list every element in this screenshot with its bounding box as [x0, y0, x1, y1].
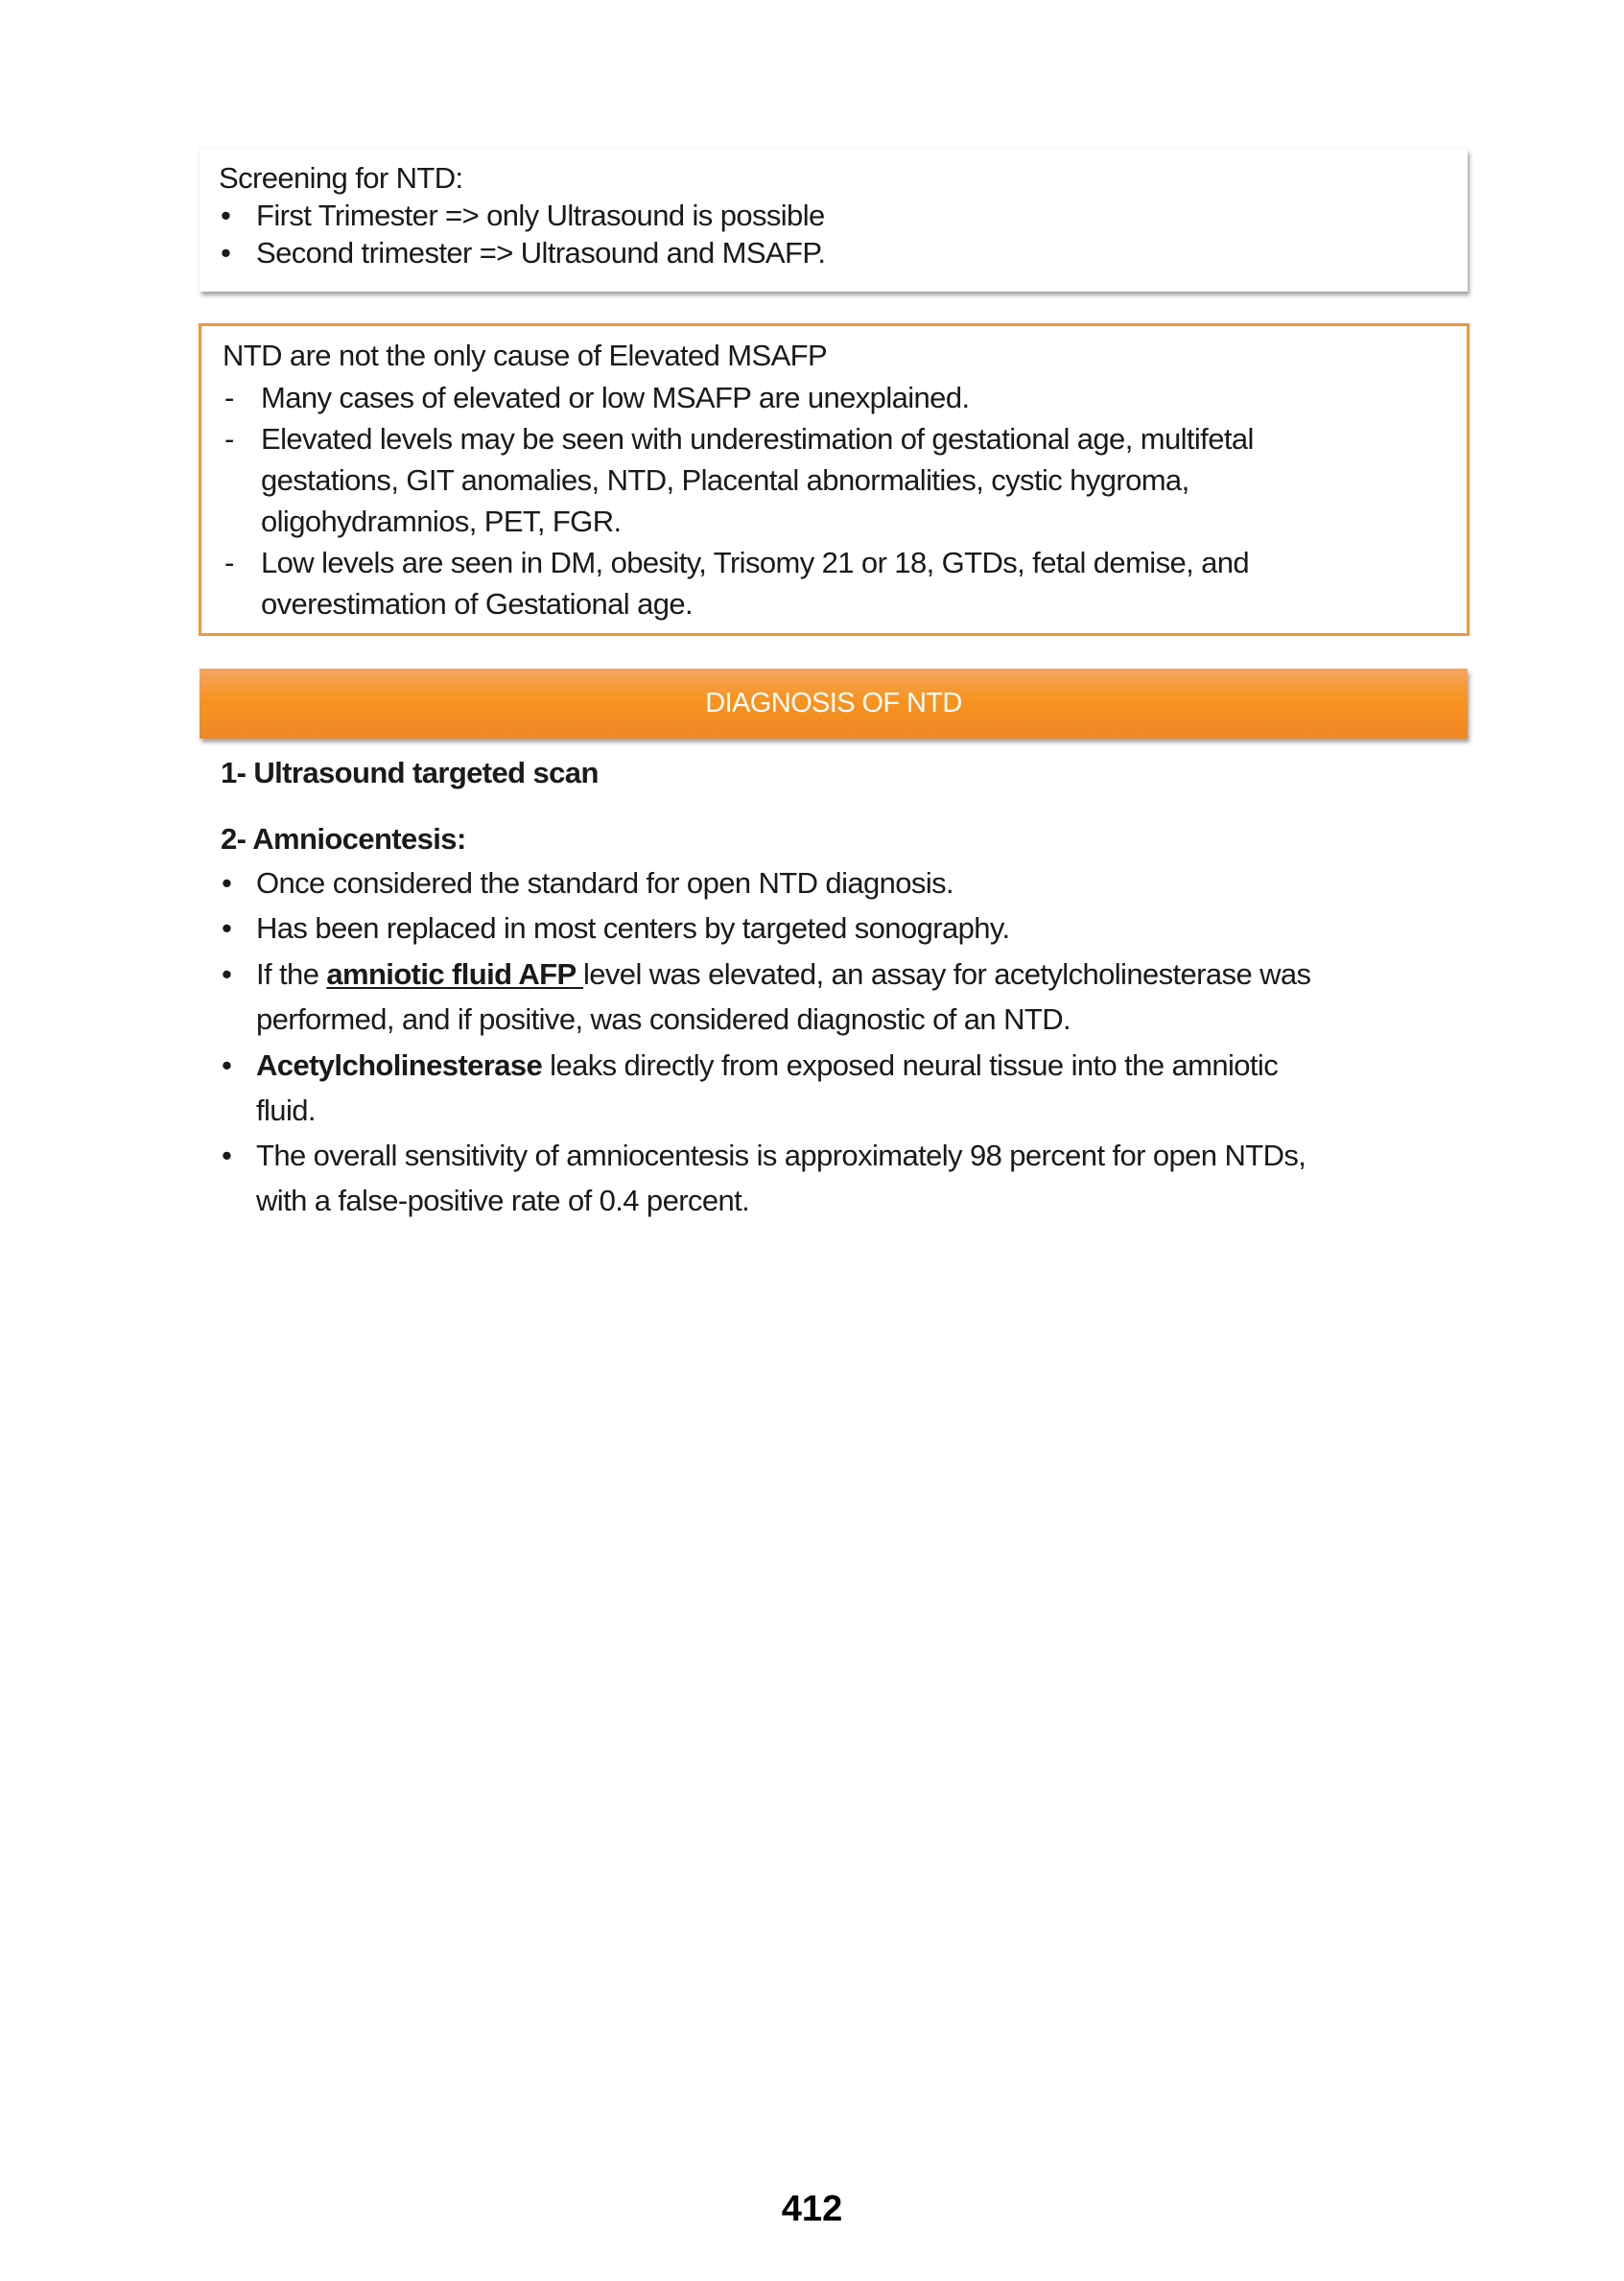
diagnosis-item-ache-line-2: fluid.	[256, 1093, 316, 1127]
bullet-icon: •	[222, 911, 232, 945]
bullet-icon: •	[221, 199, 231, 232]
banner-title: DIAGNOSIS OF NTD	[705, 688, 962, 718]
causes-item-low-line-1: Low levels are seen in DM, obesity, Trisomy 21 or 18, GTDs, fetal demise, and	[261, 546, 1250, 579]
causes-item-low-line-2: overestimation of Gestational age.	[261, 587, 694, 621]
page-number: 412	[781, 2189, 843, 2229]
causes-item-unexplained: Many cases of elevated or low MSAFP are unexplained.	[261, 381, 970, 414]
bullet-icon: •	[222, 866, 232, 900]
ache-suffix: leaks directly from exposed neural tissue into the amniotic	[542, 1048, 1279, 1082]
diagnosis-item-ache-line-1	[256, 1050, 1278, 1080]
diagnosis-heading-ultrasound: 1- Ultrasound targeted scan	[221, 756, 599, 789]
screening-item-first-trimester: First Trimester => only Ultrasound is possible	[256, 199, 825, 232]
bullet-icon: •	[222, 1048, 232, 1082]
diagnosis-item-sensitivity-line-2: with a false-positive rate of 0.4 percent.	[256, 1184, 750, 1217]
dash-marker: -	[224, 381, 235, 414]
dash-marker: -	[224, 546, 235, 579]
causes-title: NTD are not the only cause of Elevated MSAFP	[223, 339, 828, 372]
screening-item-second-trimester: Second trimester => Ultrasound and MSAFP.	[256, 236, 826, 270]
afp-prefix: If the	[256, 957, 327, 991]
afp-emphasis: amniotic fluid AFP	[326, 957, 583, 991]
dash-marker: -	[224, 422, 235, 456]
diagnosis-item-afp-line-2: performed, and if positive, was considered diagnostic of an NTD.	[256, 1002, 1071, 1036]
screening-title: Screening for NTD:	[219, 161, 463, 195]
causes-item-elevated-line-1: Elevated levels may be seen with underestimation of gestational age, multifetal	[261, 422, 1254, 456]
ache-emphasis: Acetylcholinesterase	[256, 1048, 543, 1082]
causes-item-elevated-line-3: oligohydramnios, PET, FGR.	[261, 505, 622, 538]
diagnosis-heading-amniocentesis: 2- Amniocentesis:	[221, 822, 466, 856]
causes-item-elevated-line-2: gestations, GIT anomalies, NTD, Placental abnormalities, cystic hygroma,	[261, 463, 1189, 497]
bullet-icon: •	[222, 957, 232, 991]
diagnosis-item-afp-line-1	[256, 959, 1310, 989]
diagnosis-item-replaced: Has been replaced in most centers by targeted sonography.	[256, 911, 1010, 945]
diagnosis-item-standard: Once considered the standard for open NTD diagnosis.	[256, 866, 954, 900]
afp-suffix: level was elevated, an assay for acetylcholinesterase was	[582, 957, 1311, 991]
bullet-icon: •	[222, 1139, 232, 1172]
section-banner	[200, 669, 1468, 739]
bullet-icon: •	[221, 236, 231, 270]
diagnosis-item-sensitivity-line-1: The overall sensitivity of amniocentesis is approximately 98 percent for open NTDs,	[256, 1139, 1306, 1172]
